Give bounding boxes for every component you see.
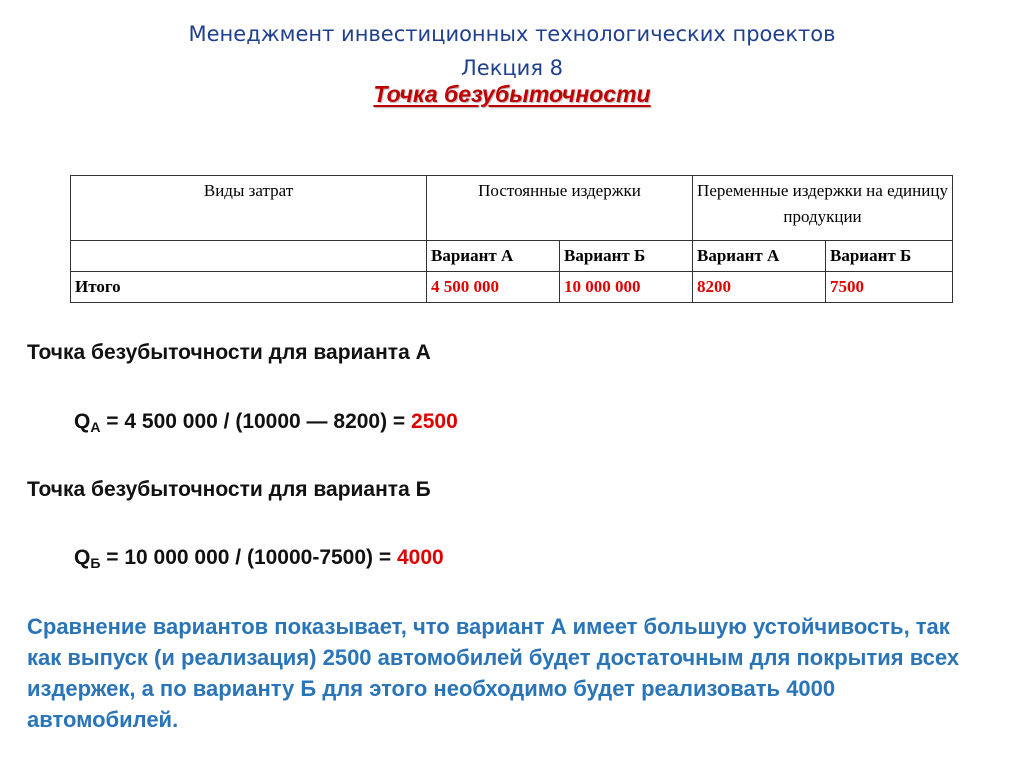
value-fixed-a: 4 500 000 [427,272,560,303]
costs-table [70,175,953,303]
formula-a-expression: = 4 500 000 / (10000 — 8200) = [100,410,412,433]
heading-variant-a: Точка безубыточности для варианта А [27,341,431,364]
result-a: 2500 [411,410,458,433]
heading-variant-b: Точка безубыточности для варианта Б [27,478,431,501]
value-variable-a: 8200 [693,272,826,303]
q-subscript-b: Б [90,555,101,571]
option-variable-a: Вариант А [693,241,826,272]
table-options-row [71,241,953,272]
q-symbol: Q [74,546,91,569]
empty-cell [71,241,427,272]
value-fixed-b: 10 000 000 [560,272,693,303]
conclusion-text: Сравнение вариантов показывает, что вариант А имеет большую устойчивость, так как выпуск (и реализация) 2500 автомобилей будет достаточным для покрытия всех издержек, а по варианту Б для этого необходимо будет реализовать 4000 автомобилей. [27,614,960,732]
slide-title-text: Точка безубыточности [373,81,651,107]
option-variable-b: Вариант Б [826,241,953,272]
value-variable-b: 7500 [826,272,953,303]
header-fixed-costs: Постоянные издержки [427,176,693,241]
option-fixed-b: Вариант Б [560,241,693,272]
q-symbol: Q [74,410,91,433]
row-label-total: Итого [71,272,427,303]
header-cost-type: Виды затрат [71,176,427,241]
header-variable-costs: Переменные издержки на единицу продукции [693,176,953,241]
option-fixed-a: Вариант А [427,241,560,272]
formula-variant-a [74,410,458,435]
result-b: 4000 [396,546,444,569]
table-header-row [71,176,953,241]
q-subscript-a: А [90,419,101,435]
slide-title [0,81,1024,108]
course-title: Менеджмент инвестиционных технологических проектов [188,22,836,46]
formula-variant-b [74,546,444,571]
formula-b-expression: = 10 000 000 / (10000-7500) = [100,546,397,569]
table-total-row [71,272,953,303]
lecture-number: Лекция 8 [460,56,563,80]
